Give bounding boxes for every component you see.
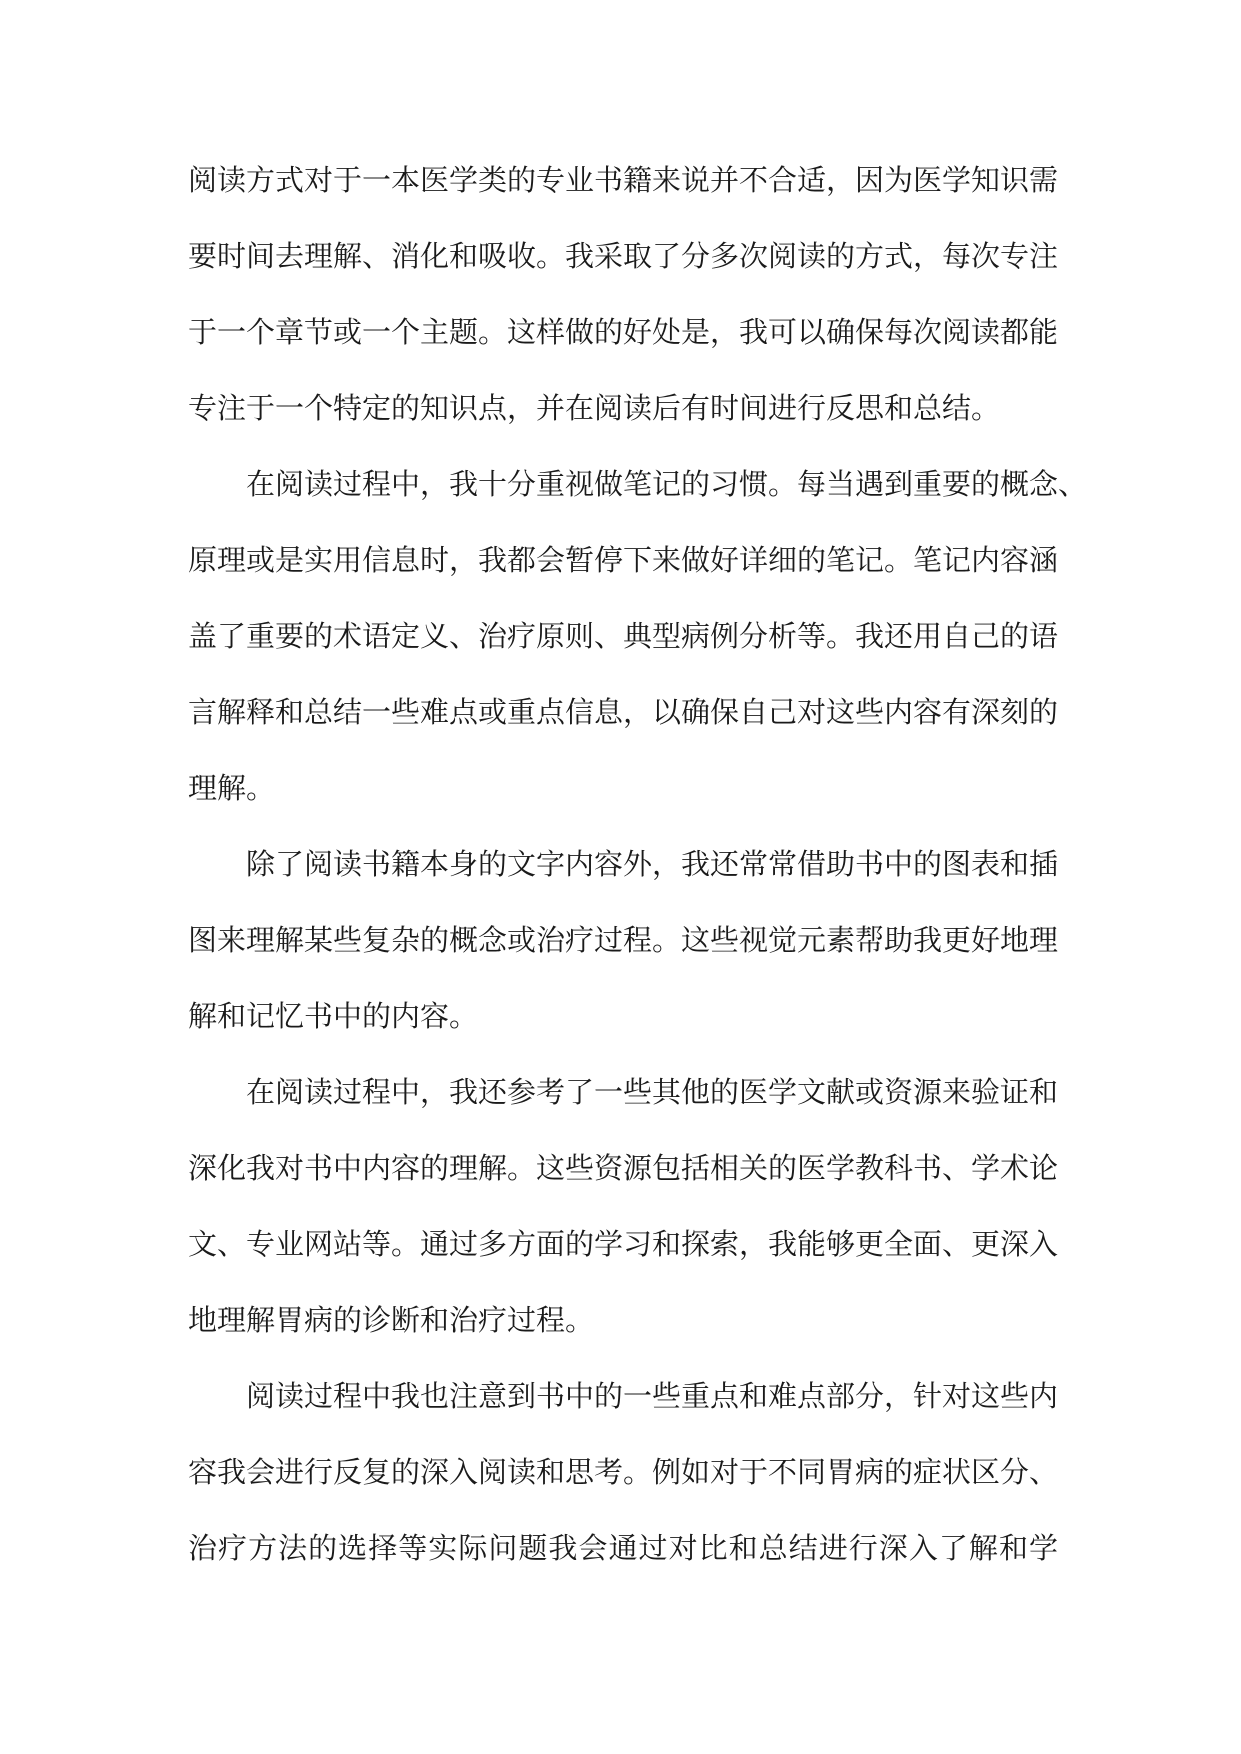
text-line: 要时间去理解、消化和吸收。我采取了分多次阅读的方式，每次专注 bbox=[188, 239, 1059, 273]
text-line: 阅读过程中我也注意到书中的一些重点和难点部分，针对这些内 bbox=[246, 1379, 1059, 1413]
text-line: 在阅读过程中，我还参考了一些其他的医学文献或资源来验证和 bbox=[246, 1075, 1059, 1109]
text-line: 原理或是实用信息时，我都会暂停下来做好详细的笔记。笔记内容涵 bbox=[188, 543, 1059, 577]
text-line: 深化我对书中内容的理解。这些资源包括相关的医学教科书、学术论 bbox=[188, 1151, 1059, 1185]
text-line: 容我会进行反复的深入阅读和思考。例如对于不同胃病的症状区分、 bbox=[188, 1455, 1059, 1489]
text-line: 图来理解某些复杂的概念或治疗过程。这些视觉元素帮助我更好地理 bbox=[188, 923, 1059, 957]
body-text bbox=[188, 142, 1088, 1586]
text-line: 除了阅读书籍本身的文字内容外，我还常常借助书中的图表和插 bbox=[246, 847, 1059, 881]
text-line: 在阅读过程中，我十分重视做笔记的习惯。每当遇到重要的概念、 bbox=[246, 467, 1088, 501]
text-line: 文、专业网站等。通过多方面的学习和探索，我能够更全面、更深入 bbox=[188, 1227, 1059, 1261]
text-line: 专注于一个特定的知识点，并在阅读后有时间进行反思和总结。 bbox=[188, 391, 1001, 425]
text-line: 地理解胃病的诊断和治疗过程。 bbox=[188, 1303, 595, 1337]
text-line: 盖了重要的术语定义、治疗原则、典型病例分析等。我还用自己的语 bbox=[188, 619, 1059, 653]
text-line: 治疗方法的选择等实际问题我会通过对比和总结进行深入了解和学 bbox=[188, 1531, 1058, 1565]
text-line: 解和记忆书中的内容。 bbox=[188, 999, 479, 1033]
text-line: 理解。 bbox=[188, 771, 276, 805]
text-line: 阅读方式对于一本医学类的专业书籍来说并不合适，因为医学知识需 bbox=[188, 163, 1059, 197]
text-line: 于一个章节或一个主题。这样做的好处是，我可以确保每次阅读都能 bbox=[188, 315, 1059, 349]
text-line: 言解释和总结一些难点或重点信息，以确保自己对这些内容有深刻的 bbox=[188, 695, 1059, 729]
